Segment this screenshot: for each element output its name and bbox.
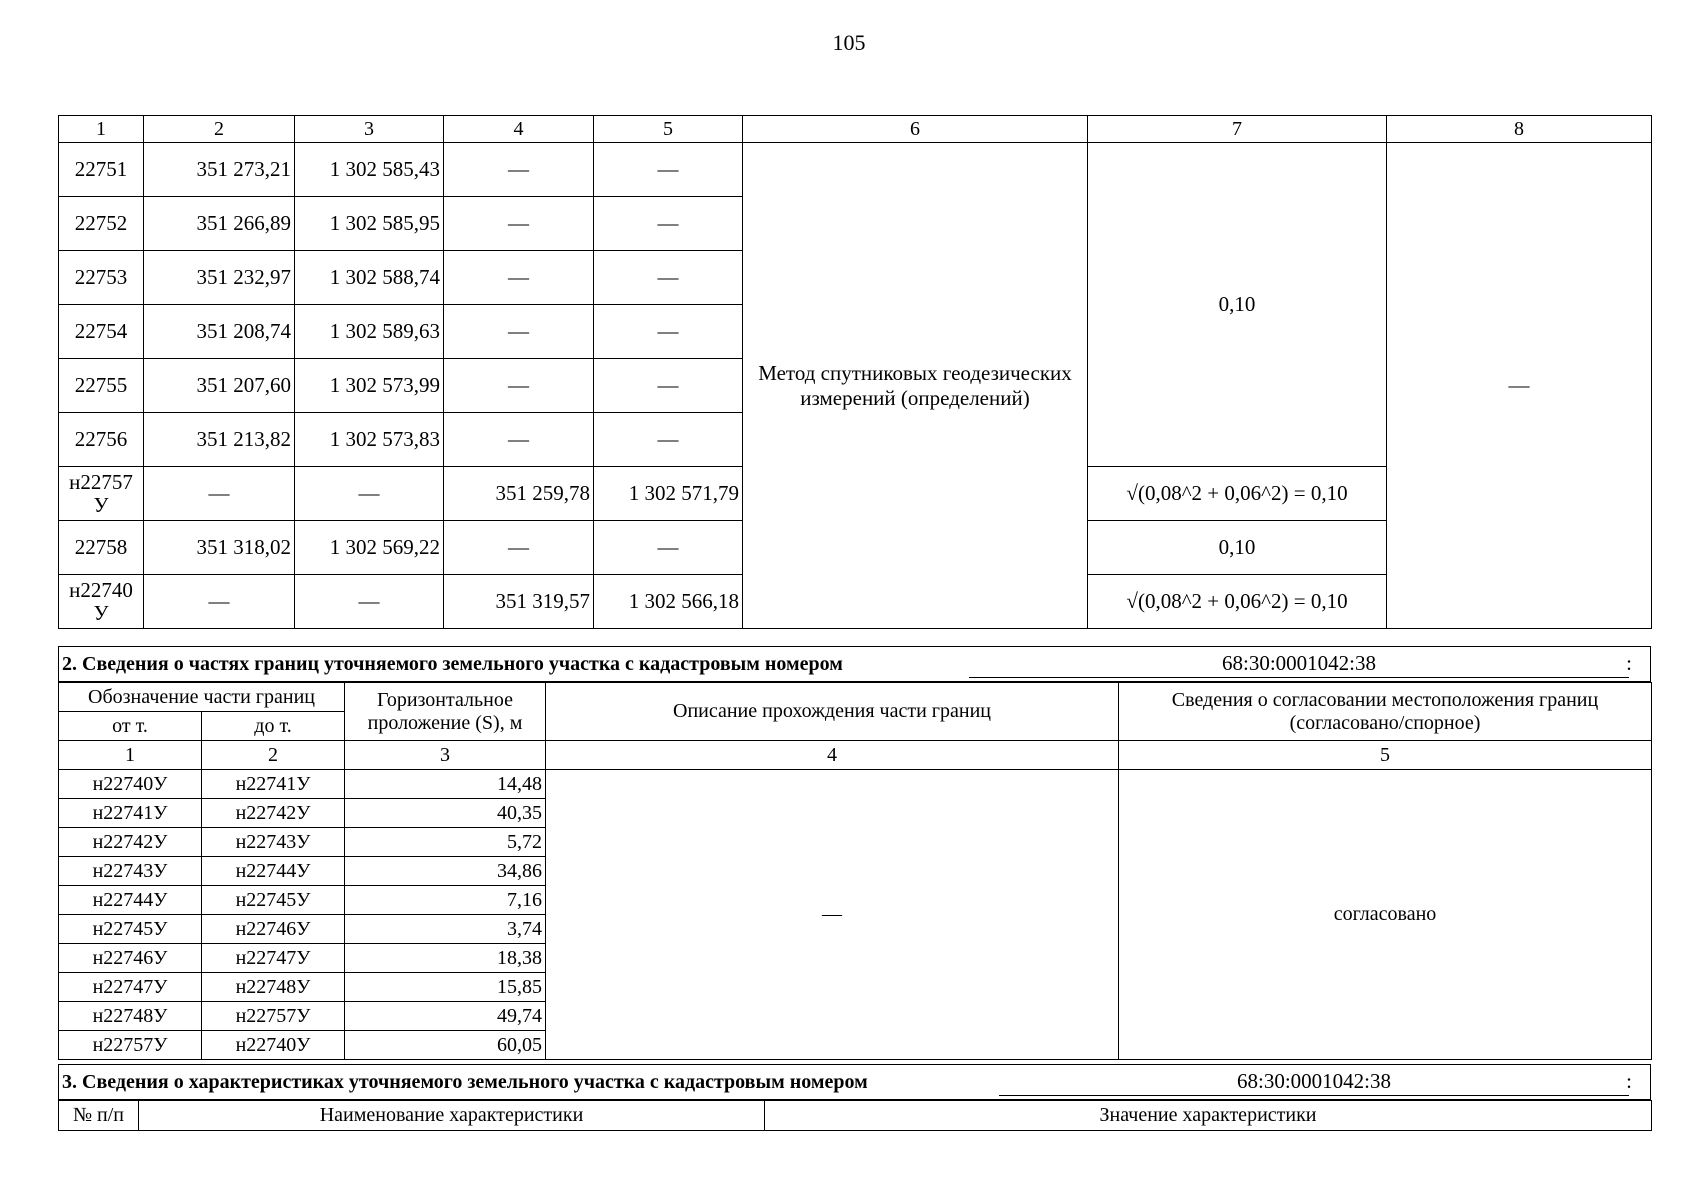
from-point: н22742У	[59, 828, 202, 857]
horizontal-distance: 5,72	[345, 828, 546, 857]
horizontal-distance: 49,74	[345, 1002, 546, 1031]
to-point: н22748У	[202, 973, 345, 1002]
to-point: н22741У	[202, 770, 345, 799]
from-point: н22748У	[59, 1002, 202, 1031]
to-point: н22744У	[202, 857, 345, 886]
to-point: н22740У	[202, 1031, 345, 1060]
horizontal-distance: 15,85	[345, 973, 546, 1002]
x-new: —	[444, 251, 594, 305]
description-header: Описание прохождения части границ	[546, 683, 1119, 741]
point-name: 22756	[59, 413, 144, 467]
x-old: 351 273,21	[144, 143, 295, 197]
point-name: 22758	[59, 521, 144, 575]
accuracy-n22757: √(0,08^2 + 0,06^2) = 0,10	[1088, 467, 1387, 521]
x-old: 351 232,97	[144, 251, 295, 305]
y-old: —	[295, 467, 444, 521]
col-num-2: 2	[144, 116, 295, 143]
horizontal-distance: 3,74	[345, 915, 546, 944]
x-old: 351 207,60	[144, 359, 295, 413]
coordinates-header-row	[59, 116, 1652, 143]
point-name: н22757 У	[59, 467, 144, 521]
from-point: н22747У	[59, 973, 202, 1002]
x-old: 351 208,74	[144, 305, 295, 359]
col-num-4: 4	[546, 741, 1119, 770]
table-row	[59, 143, 1652, 197]
section3-title: 3. Сведения о характеристиках уточняемого земельного участка с кадастровым номером	[62, 1071, 868, 1093]
boundary-parts-table	[58, 682, 1652, 1060]
from-point: н22757У	[59, 1031, 202, 1060]
y-new: 1 302 571,79	[594, 467, 743, 521]
from-point: н22744У	[59, 886, 202, 915]
horizontal-header: Горизонтальное проложение (S), м	[345, 683, 546, 741]
col8-value: —	[1387, 143, 1652, 629]
y-new: —	[594, 143, 743, 197]
x-old: —	[144, 467, 295, 521]
y-old: 1 302 585,43	[295, 143, 444, 197]
y-old: 1 302 569,22	[295, 521, 444, 575]
horizontal-distance: 40,35	[345, 799, 546, 828]
section2-colon: :	[1626, 651, 1632, 675]
section2-cadastral-number: 68:30:0001042:38	[969, 651, 1629, 678]
characteristics-table	[58, 1100, 1652, 1131]
horizontal-distance: 7,16	[345, 886, 546, 915]
x-old: 351 213,82	[144, 413, 295, 467]
agreement-value: согласовано	[1119, 770, 1652, 1060]
value-header: Значение характеристики	[765, 1101, 1652, 1131]
agreement-header: Сведения о согласовании местоположения границ (согласовано/спорное)	[1119, 683, 1652, 741]
y-new: —	[594, 197, 743, 251]
section3-colon: :	[1626, 1069, 1632, 1093]
x-new: —	[444, 413, 594, 467]
from-point: н22743У	[59, 857, 202, 886]
to-point: н22743У	[202, 828, 345, 857]
x-old: 351 266,89	[144, 197, 295, 251]
name-header: Наименование характеристики	[139, 1101, 765, 1131]
x-old: 351 318,02	[144, 521, 295, 575]
page-number: 105	[832, 30, 866, 55]
col-num-1: 1	[59, 116, 144, 143]
point-name: н22740 У	[59, 575, 144, 629]
description-value: —	[546, 770, 1119, 1060]
from-point: н22746У	[59, 944, 202, 973]
num-header: № п/п	[59, 1101, 139, 1131]
x-new: —	[444, 197, 594, 251]
section2-title: 2. Сведения о частях границ уточняемого земельного участка с кадастровым номером	[62, 653, 843, 675]
to-point: н22746У	[202, 915, 345, 944]
characteristics-header-row	[59, 1101, 1652, 1131]
col-num-3: 3	[295, 116, 444, 143]
accuracy-22758: 0,10	[1088, 521, 1387, 575]
coordinates-table	[58, 115, 1652, 629]
x-old: —	[144, 575, 295, 629]
point-name: 22753	[59, 251, 144, 305]
x-new: —	[444, 521, 594, 575]
col-num-1: 1	[59, 741, 202, 770]
col-num-4: 4	[444, 116, 594, 143]
section3-cadastral-number: 68:30:0001042:38	[999, 1069, 1629, 1096]
y-old: 1 302 588,74	[295, 251, 444, 305]
x-new: —	[444, 359, 594, 413]
horizontal-distance: 60,05	[345, 1031, 546, 1060]
y-old: 1 302 573,99	[295, 359, 444, 413]
from-point: н22740У	[59, 770, 202, 799]
y-new: —	[594, 359, 743, 413]
y-new: 1 302 566,18	[594, 575, 743, 629]
boundary-header-row-1	[59, 683, 1652, 712]
col-num-7: 7	[1088, 116, 1387, 143]
section3-header	[58, 1064, 1651, 1100]
designation-header: Обозначение части границ	[59, 683, 345, 712]
to-point: н22747У	[202, 944, 345, 973]
x-new: —	[444, 305, 594, 359]
point-name: 22752	[59, 197, 144, 251]
point-name: 22755	[59, 359, 144, 413]
method-cell: Метод спутниковых геодезических измерений (определений)	[743, 143, 1088, 629]
col-num-5: 5	[1119, 741, 1652, 770]
y-new: —	[594, 251, 743, 305]
col-num-5: 5	[594, 116, 743, 143]
col-num-2: 2	[202, 741, 345, 770]
y-old: 1 302 573,83	[295, 413, 444, 467]
from-point: н22741У	[59, 799, 202, 828]
x-new: —	[444, 143, 594, 197]
y-new: —	[594, 413, 743, 467]
to-point: н22757У	[202, 1002, 345, 1031]
y-old: 1 302 585,95	[295, 197, 444, 251]
point-name: 22751	[59, 143, 144, 197]
col-num-6: 6	[743, 116, 1088, 143]
y-old: 1 302 589,63	[295, 305, 444, 359]
to-header: до т.	[202, 712, 345, 741]
to-point: н22742У	[202, 799, 345, 828]
to-point: н22745У	[202, 886, 345, 915]
section2-header	[58, 646, 1651, 682]
table-row	[59, 770, 1652, 799]
accuracy-n22740: √(0,08^2 + 0,06^2) = 0,10	[1088, 575, 1387, 629]
from-header: от т.	[59, 712, 202, 741]
from-point: н22745У	[59, 915, 202, 944]
x-new: 351 319,57	[444, 575, 594, 629]
col-num-3: 3	[345, 741, 546, 770]
horizontal-distance: 34,86	[345, 857, 546, 886]
horizontal-distance: 14,48	[345, 770, 546, 799]
boundary-colnum-row	[59, 741, 1652, 770]
y-new: —	[594, 305, 743, 359]
y-old: —	[295, 575, 444, 629]
accuracy-main: 0,10	[1088, 143, 1387, 467]
col-num-8: 8	[1387, 116, 1652, 143]
horizontal-distance: 18,38	[345, 944, 546, 973]
y-new: —	[594, 521, 743, 575]
point-name: 22754	[59, 305, 144, 359]
x-new: 351 259,78	[444, 467, 594, 521]
